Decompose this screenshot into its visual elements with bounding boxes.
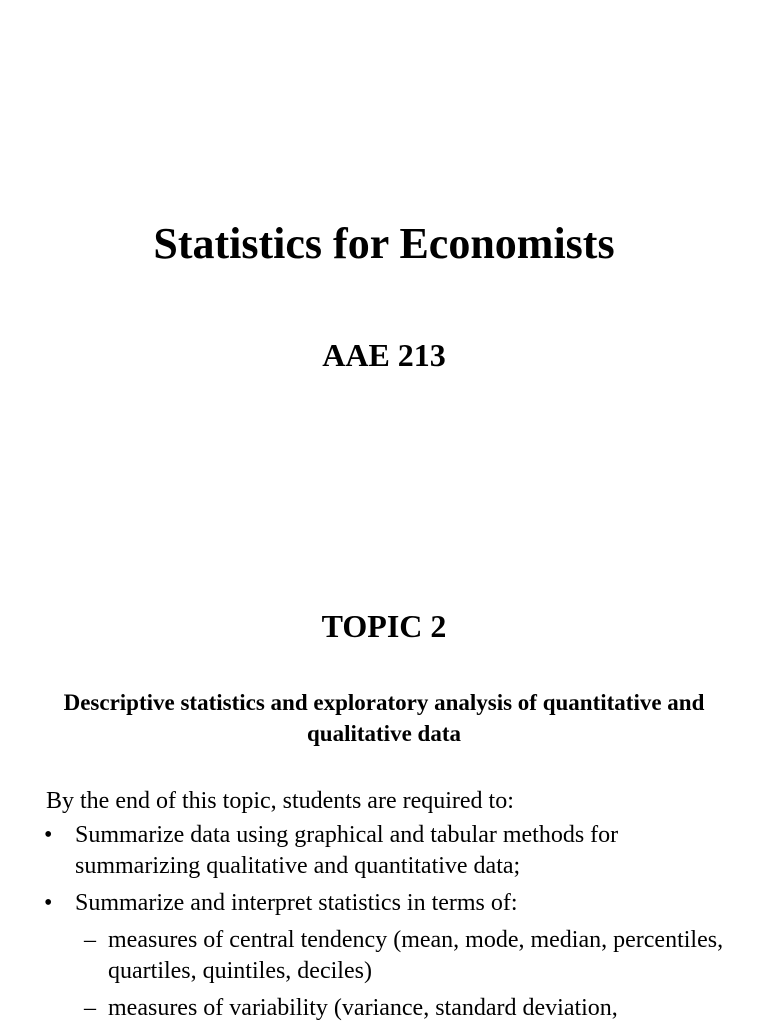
bullet-icon: • — [44, 890, 53, 916]
objectives-intro: By the end of this topic, students are required to: — [46, 788, 514, 814]
slide-title: Statistics for Economists — [153, 219, 615, 268]
objective-text: Summarize data using graphical and tabular methods for summarizing qualitative and quantitative data; — [75, 822, 619, 879]
objective-item — [0, 888, 768, 1024]
objective-item — [0, 820, 768, 882]
topic-heading: TOPIC 2 — [321, 608, 447, 644]
course-code: AAE 213 — [322, 337, 446, 373]
objective-text: Summarize and interpret statistics in terms of: — [75, 890, 518, 916]
topic-subtitle: Descriptive statistics and exploratory analysis of quantitative and qualitative data — [63, 690, 705, 746]
subitem-text: measures of variability (variance, standard deviation, — [108, 995, 618, 1021]
objectives-list — [0, 820, 768, 1030]
objective-subitem — [75, 925, 728, 987]
dash-icon: – — [84, 995, 96, 1021]
dash-icon: – — [84, 927, 96, 953]
objective-subitems — [75, 925, 728, 1024]
bullet-icon: • — [44, 822, 53, 848]
subitem-text: measures of central tendency (mean, mode, median, percentiles, quartiles, quintiles, deciles) — [108, 927, 724, 984]
objective-subitem — [75, 993, 728, 1024]
